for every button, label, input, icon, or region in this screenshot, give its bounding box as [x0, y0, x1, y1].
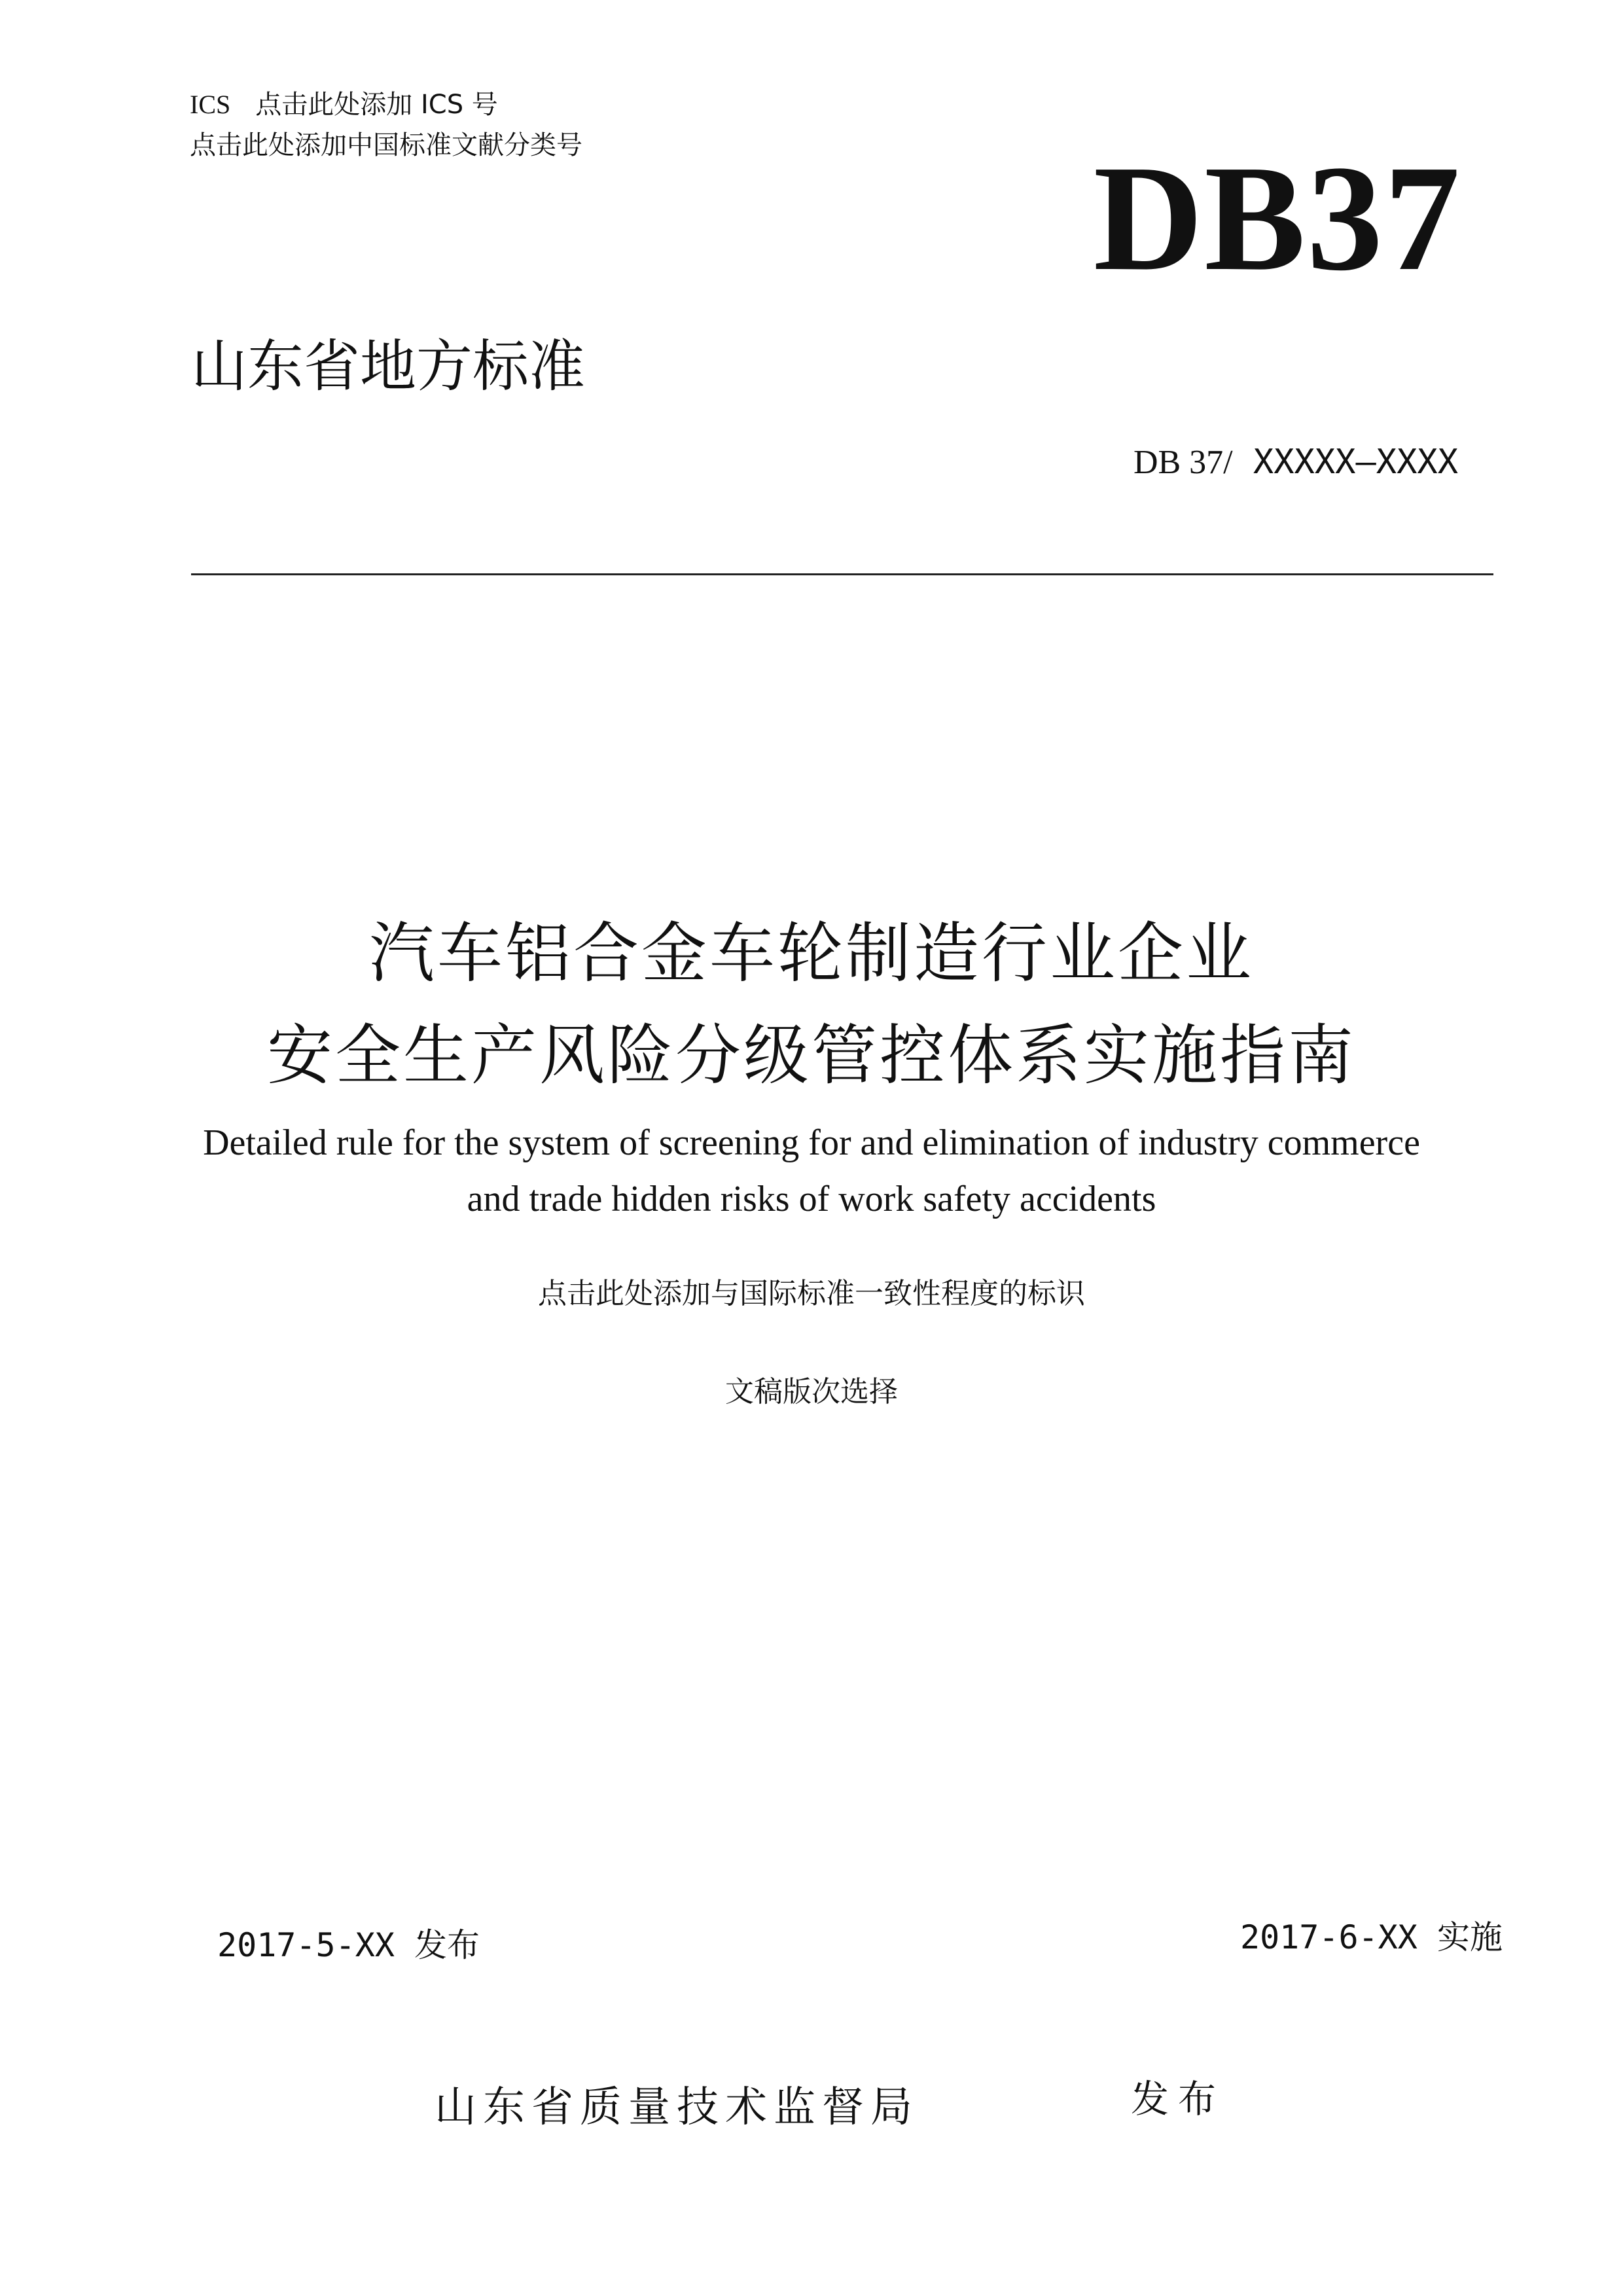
title-line-1: 汽车铝合金车轮制造行业企业 — [369, 915, 1254, 992]
db-logo: DB37 — [1093, 134, 1461, 302]
english-title-line-2: and trade hidden risks of work safety accidents — [467, 1179, 1156, 1219]
publisher: 山东省质量技术监督局 — [435, 2083, 919, 2132]
ics-prefix: ICS — [190, 90, 231, 119]
implement-date: 2017-6-XX 实施 — [1240, 1918, 1503, 1956]
ics-line — [190, 84, 498, 121]
english-title-line-1: Detailed rule for the system of screening for and elimination of industry commerce — [203, 1122, 1420, 1163]
consistency-placeholder[interactable]: 点击此处添加与国际标准一致性程度的标识 — [538, 1277, 1085, 1310]
publish-label: 发布 — [1131, 2077, 1226, 2121]
issue-date: 2017-5-XX 发布 — [217, 1926, 480, 1964]
standard-number — [1133, 442, 1458, 482]
ccs-placeholder[interactable]: 点击此处添加中国标准文献分类号 — [190, 130, 582, 160]
title-line-2: 安全生产风险分级管控体系实施指南 — [267, 1017, 1356, 1094]
draft-version-select[interactable]: 文稿版次选择 — [725, 1375, 898, 1408]
header-divider — [191, 573, 1493, 575]
ics-placeholder[interactable]: 点击此处添加 ICS 号 — [255, 90, 498, 120]
standard-type: 山东省地方标准 — [191, 334, 585, 399]
standard-number-value[interactable]: XXXXX—XXXX — [1232, 442, 1458, 482]
standard-number-prefix: DB 37/ — [1133, 444, 1233, 481]
